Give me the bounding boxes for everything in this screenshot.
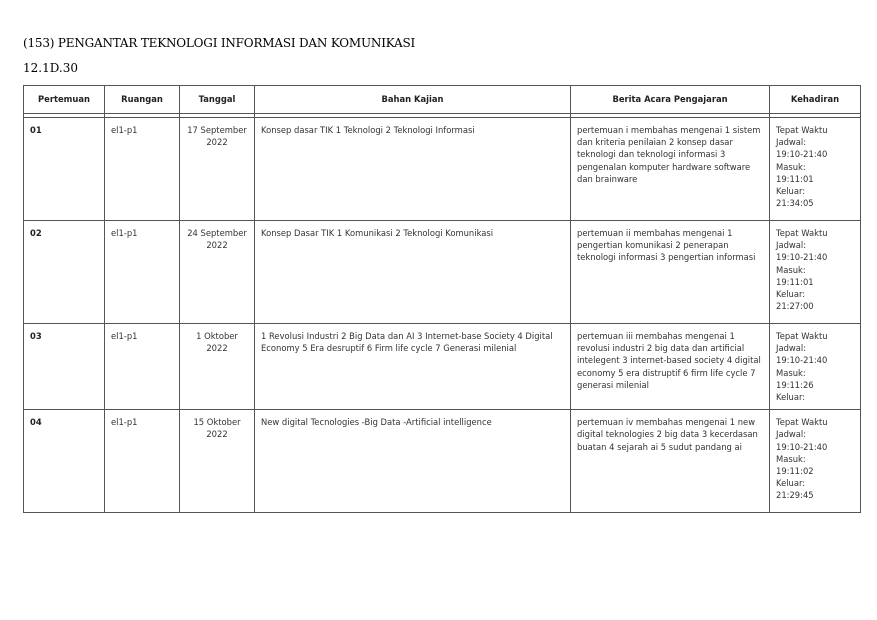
kehadiran-keluar: 21:34:05	[776, 198, 814, 209]
kehadiran-masuk: 19:11:02	[776, 466, 814, 477]
kehadiran-keluar-label: Keluar:	[776, 289, 806, 300]
header-berita-acara: Berita Acara Pengajaran	[571, 86, 770, 114]
header-bahan-kajian: Bahan Kajian	[255, 86, 571, 114]
kehadiran-jadwal-label: Jadwal:	[776, 137, 807, 148]
cell-berita-acara: pertemuan i membahas mengenai 1 sistem dan kriteria penilaian 2 konsep dasar teknologi dan teknologi informasi 3 pengenalan komputer hardware software dan brainware	[571, 118, 770, 221]
kehadiran-status: Tepat Waktu	[776, 125, 828, 135]
cell-kehadiran	[770, 324, 861, 410]
kehadiran-masuk: 19:11:01	[776, 276, 814, 287]
kehadiran-keluar: 21:27:00	[776, 301, 814, 312]
kehadiran-jadwal: 19:10-21:40	[776, 355, 828, 366]
cell-tanggal: 15 Oktober 2022	[180, 410, 255, 513]
cell-tanggal: 1 Oktober 2022	[180, 324, 255, 410]
header-pertemuan: Pertemuan	[24, 86, 105, 114]
cell-ruangan: el1-p1	[105, 324, 180, 410]
cell-berita-acara: pertemuan ii membahas mengenai 1 pengertian komunikasi 2 penerapan teknologi informasi 3 pengertian informasi	[571, 221, 770, 324]
kehadiran-jadwal-label: Jadwal:	[776, 240, 807, 251]
table-row	[24, 221, 861, 324]
cell-bahan-kajian: New digital Tecnologies -Big Data -Artificial intelligence	[255, 410, 571, 513]
cell-ruangan: el1-p1	[105, 410, 180, 513]
kehadiran-masuk-label: Masuk:	[776, 367, 806, 378]
table-row	[24, 324, 861, 410]
kehadiran-keluar-label: Keluar:	[776, 186, 806, 197]
cell-bahan-kajian: Konsep Dasar TIK 1 Komunikasi 2 Teknologi Komunikasi	[255, 221, 571, 324]
cell-ruangan: el1-p1	[105, 221, 180, 324]
header-kehadiran: Kehadiran	[770, 86, 861, 114]
kehadiran-jadwal: 19:10-21:40	[776, 252, 828, 263]
course-title: (153) PENGANTAR TEKNOLOGI INFORMASI DAN KOMUNIKASI	[23, 36, 416, 50]
cell-berita-acara: pertemuan iii membahas mengenai 1 revolusi industri 2 big data dan artificial intelegent 3 internet-based society 4 digital economy 5 era distruptif 6 firm life cycle 7 generasi milenial	[571, 324, 770, 410]
kehadiran-jadwal: 19:10-21:40	[776, 149, 828, 160]
kehadiran-masuk: 19:11:26	[776, 379, 814, 390]
attendance-table	[23, 85, 861, 513]
header-tanggal: Tanggal	[180, 86, 255, 114]
kehadiran-jadwal: 19:10-21:40	[776, 441, 828, 452]
kehadiran-masuk-label: Masuk:	[776, 264, 806, 275]
kehadiran-status: Tepat Waktu	[776, 417, 828, 428]
cell-tanggal: 24 September 2022	[180, 221, 255, 324]
kehadiran-jadwal-label: Jadwal:	[776, 343, 807, 354]
kehadiran-status: Tepat Waktu	[776, 228, 828, 238]
kehadiran-keluar-label: Keluar:	[776, 392, 806, 403]
cell-tanggal: 17 September 2022	[180, 118, 255, 221]
cell-bahan-kajian: 1 Revolusi Industri 2 Big Data dan AI 3 Internet-base Society 4 Digital Economy 5 Era desruptif 6 Firm life cycle 7 Generasi milenial	[255, 324, 571, 410]
cell-kehadiran	[770, 221, 861, 324]
kehadiran-masuk: 19:11:01	[776, 173, 814, 184]
cell-bahan-kajian: Konsep dasar TIK 1 Teknologi 2 Teknologi Informasi	[255, 118, 571, 221]
cell-ruangan: el1-p1	[105, 118, 180, 221]
table-header-row	[24, 86, 861, 114]
cell-kehadiran	[770, 410, 861, 513]
cell-pertemuan: 03	[24, 324, 105, 410]
cell-pertemuan: 02	[24, 221, 105, 324]
kehadiran-masuk-label: Masuk:	[776, 161, 806, 172]
table-row	[24, 118, 861, 221]
kehadiran-keluar-label: Keluar:	[776, 478, 806, 489]
header-ruangan: Ruangan	[105, 86, 180, 114]
class-code: 12.1D.30	[23, 61, 78, 75]
cell-pertemuan: 04	[24, 410, 105, 513]
cell-kehadiran	[770, 118, 861, 221]
kehadiran-keluar: 21:29:45	[776, 490, 814, 501]
kehadiran-jadwal-label: Jadwal:	[776, 429, 807, 440]
cell-berita-acara: pertemuan iv membahas mengenai 1 new digital teknologies 2 big data 3 kecerdasan buatan 4 sejarah ai 5 sudut pandang ai	[571, 410, 770, 513]
kehadiran-status: Tepat Waktu	[776, 331, 828, 341]
table-row	[24, 410, 861, 513]
cell-pertemuan: 01	[24, 118, 105, 221]
kehadiran-masuk-label: Masuk:	[776, 453, 806, 464]
